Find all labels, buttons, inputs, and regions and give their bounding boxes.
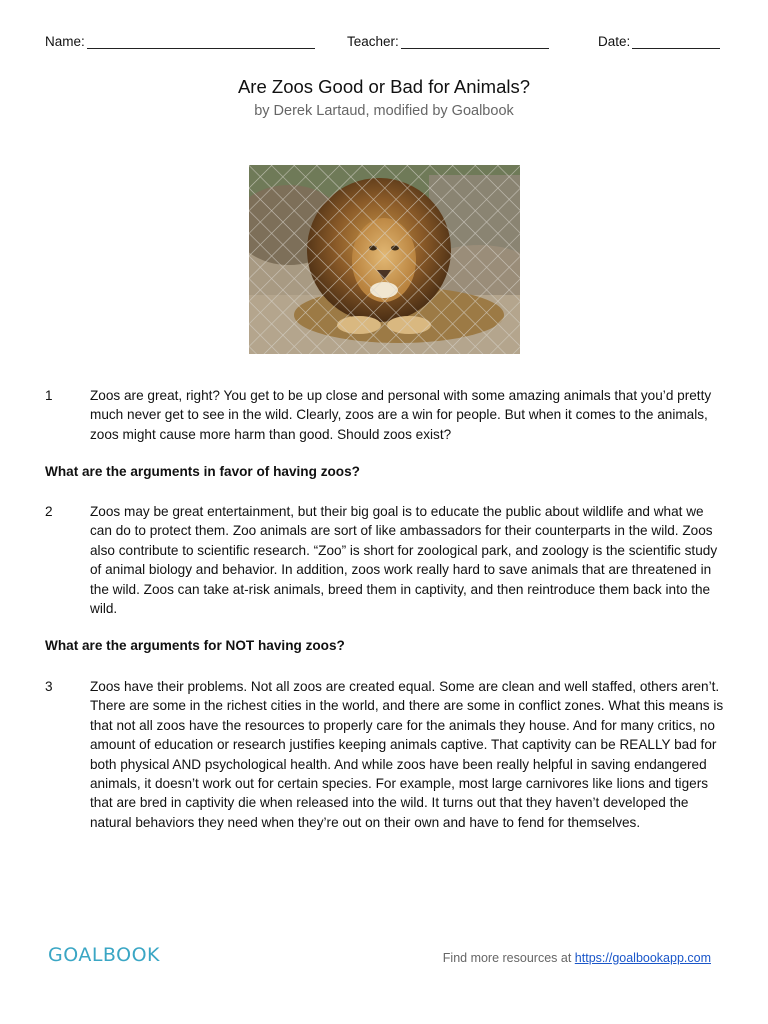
name-field[interactable] <box>45 34 315 49</box>
paragraph-number: 3 <box>45 679 53 694</box>
paragraph-text: Zoos are great, right? You get to be up close and personal with some amazing animals that you’d pretty much never get to see in the wild. Clearly, zoos are a win for people. But when it comes to the animals, zoos might cause more harm than good. Should zoos exist? <box>90 388 712 442</box>
teacher-field[interactable] <box>347 34 549 49</box>
goalbook-link[interactable]: https://goalbookapp.com <box>574 951 711 965</box>
lion-photo <box>249 165 520 354</box>
page-title: Are Zoos Good or Bad for Animals? <box>237 76 531 97</box>
name-blank-line[interactable] <box>87 34 315 49</box>
paragraph-2 <box>45 502 725 618</box>
paragraph-3 <box>45 677 725 832</box>
byline: by Derek Lartaud, modified by Goalbook <box>254 103 514 119</box>
worksheet-header <box>45 34 723 54</box>
footer-label: Find more resources at <box>442 951 572 965</box>
paragraph-text: Zoos may be great entertainment, but their big goal is to educate the public about wildlife and what we can do to protect them. Zoo animals are sort of like ambassadors for their counterparts in the wild. Zoos also contribute to scientific research. “Zoo” is short for zoological park, and zoology is the scientific study of animal biology and behavior. In addition, zoos work really hard to save animals that are threatened in the wild. Zoos can take at-risk animals, breed them in captivity, and then reintroduce them back into the wild. <box>90 504 718 617</box>
date-blank-line[interactable] <box>632 34 720 49</box>
heading-favor: What are the arguments in favor of having zoos? <box>45 464 360 479</box>
date-label: Date: <box>598 34 631 49</box>
paragraph-number: 2 <box>45 504 53 519</box>
paragraph-1 <box>45 386 725 444</box>
heading-against: What are the arguments for NOT having zoos? <box>45 638 345 653</box>
paragraph-number: 1 <box>45 388 53 403</box>
goalbook-logo: GOALBOOK <box>48 944 160 966</box>
date-field[interactable] <box>598 34 720 49</box>
paragraph-text: Zoos have their problems. Not all zoos are created equal. Some are clean and well staffed, others aren’t. There are some in the richest cities in the world, and there are some in conflict zones. What this means is that not all zoos have the resources to properly care for the animals they house. And for many critics, no amount of education or research justifies keeping animals captive. That captivity can be REALLY bad for both physical AND psychological health. And while zoos have been really helpful in saving endangered animals, it doesn’t work out for certain species. For example, most large carnivores like lions and tigers that are bred in captivity die when released into the wild. It turns out that they haven’t developed the natural behaviors they need when they’re out on their own and have to fend for themselves. <box>90 679 724 830</box>
footer-resources <box>443 951 711 965</box>
name-label: Name: <box>45 34 85 49</box>
teacher-blank-line[interactable] <box>401 34 549 49</box>
teacher-label: Teacher: <box>347 34 399 49</box>
